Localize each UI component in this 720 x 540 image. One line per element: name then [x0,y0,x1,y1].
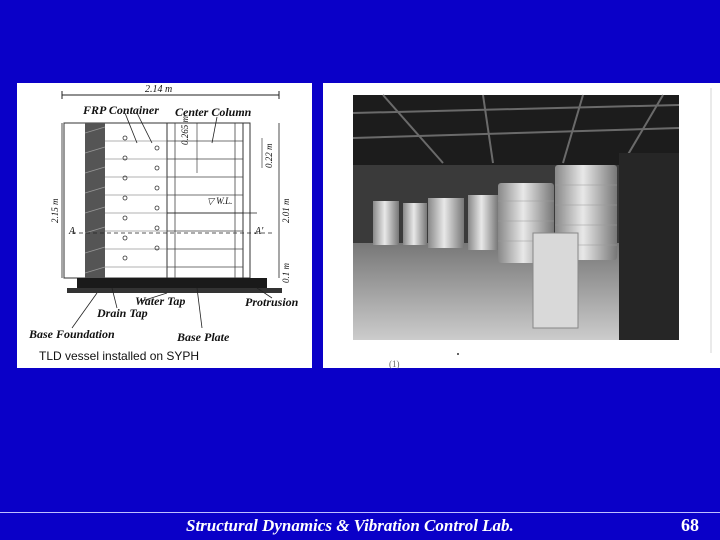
frp-container-label: FRP Container [83,103,159,117]
dim-022-label: 0.22 m [264,143,274,168]
tld-diagram-panel [17,83,312,368]
base-foundation-label: Base Foundation [29,327,115,341]
section-a-prime-label: A' [255,226,264,237]
lab-name: Structural Dynamics & Vibration Control Lab. [186,516,514,535]
diagram-caption: TLD vessel installed on SYPH [39,349,200,363]
tld-diagram-drawing [17,83,312,368]
water-level-label: ▽ W.L. [207,196,233,206]
dim-width-label: 2.14 m [145,84,173,95]
tld-photograph [323,83,720,368]
water-tap-label: Water Tap [135,294,186,308]
drain-tap-label: Drain Tap [97,306,148,320]
dim-01-label: 0.1 m [281,263,291,283]
dim-0265-label: 0.265 m [180,116,190,145]
page-number: 68 [681,515,699,535]
center-column-label: Center Column [175,105,252,119]
dim-215-label: 2.15 m [50,198,60,223]
protrusion-label: Protrusion [245,295,299,309]
section-a-label: A [69,226,76,237]
photo-caption-mark: (1) [389,359,400,369]
base-plate-label: Base Plate [177,330,230,344]
dim-201-label: 2.01 m [281,198,291,223]
tld-photo-panel [323,83,720,368]
footer-divider [0,512,720,513]
